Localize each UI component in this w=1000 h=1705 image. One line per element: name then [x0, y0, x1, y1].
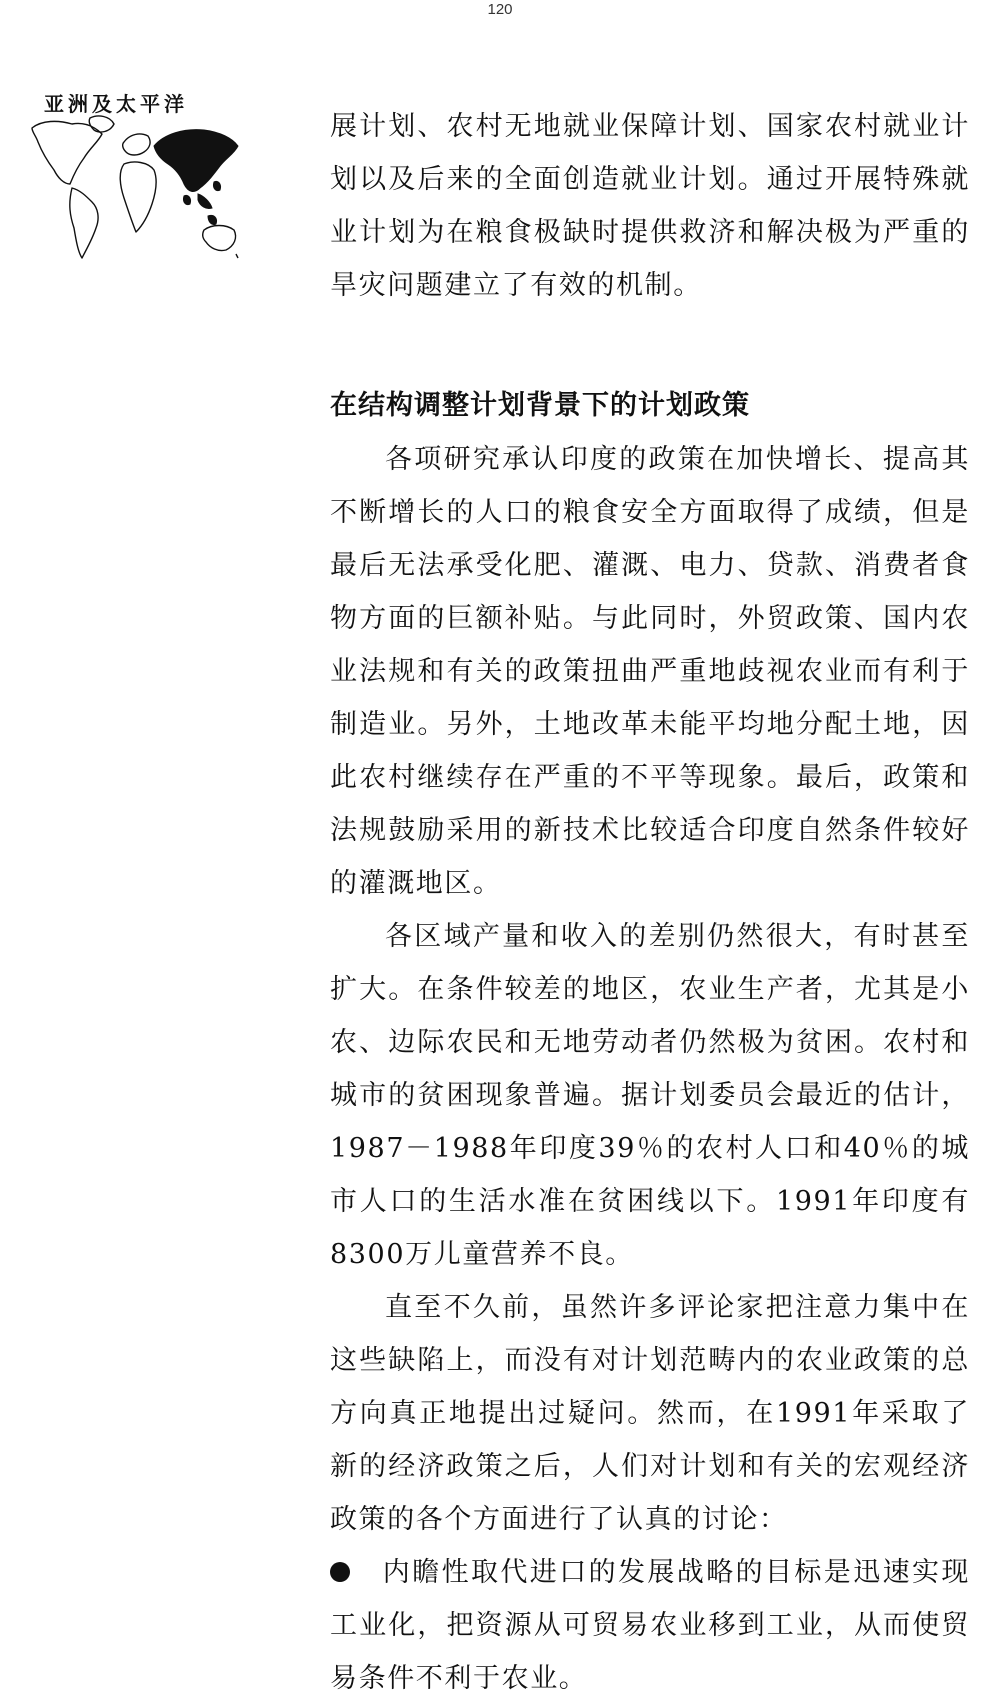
page-number: 120: [487, 1, 513, 18]
world-map-icon: [28, 112, 243, 262]
region-emblem: [28, 92, 243, 262]
body-paragraph: 各区域产量和收入的差别仍然很大，有时甚至扩大。在条件较差的地区，农业生产者，尤其是小农、边际农民和无地劳动者仍然极为贫困。农村和城市的贫困现象普遍。据计划委员会最近的估计，1987－1988年印度39％的农村人口和40％的城市人口的生活水准在贫困线以下。1991年印度有8300万儿童营养不良。: [330, 921, 970, 1270]
bullet-item: [330, 1546, 970, 1705]
bullet-icon: [330, 1562, 350, 1582]
body-paragraph: 各项研究承认印度的政策在加快增长、提高其不断增长的人口的粮食安全方面取得了成绩，但是最后无法承受化肥、灌溉、电力、贷款、消费者食物方面的巨额补贴。与此同时，外贸政策、国内农业法规和有关的政策扭曲严重地歧视农业而有利于制造业。另外，土地改革未能平均地分配土地，因此农村继续存在严重的不平等现象。最后，政策和法规鼓励采用的新技术比较适合印度自然条件较好的灌溉地区。: [330, 444, 970, 899]
region-label: 亚洲及太平洋: [44, 92, 188, 116]
section-heading: 在结构调整计划背景下的计划政策: [330, 390, 750, 421]
intro-paragraph: 展计划、农村无地就业保障计划、国家农村就业计划以及后来的全面创造就业计划。通过开展特殊就业计划为在粮食极缺时提供救济和解决极为严重的旱灾问题建立了有效的机制。: [330, 111, 970, 301]
main-content: [330, 100, 970, 1705]
body-paragraph: 直至不久前，虽然许多评论家把注意力集中在这些缺陷上，而没有对计划范畴内的农业政策的总方向真正地提出过疑问。然而，在1991年采取了新的经济政策之后，人们对计划和有关的宏观经济政策的各个方面进行了认真的讨论：: [330, 1292, 970, 1535]
bullet-text: 内瞻性取代进口的发展战略的目标是迅速实现工业化，把资源从可贸易农业移到工业，从而使贸易条件不利于农业。: [330, 1557, 970, 1694]
